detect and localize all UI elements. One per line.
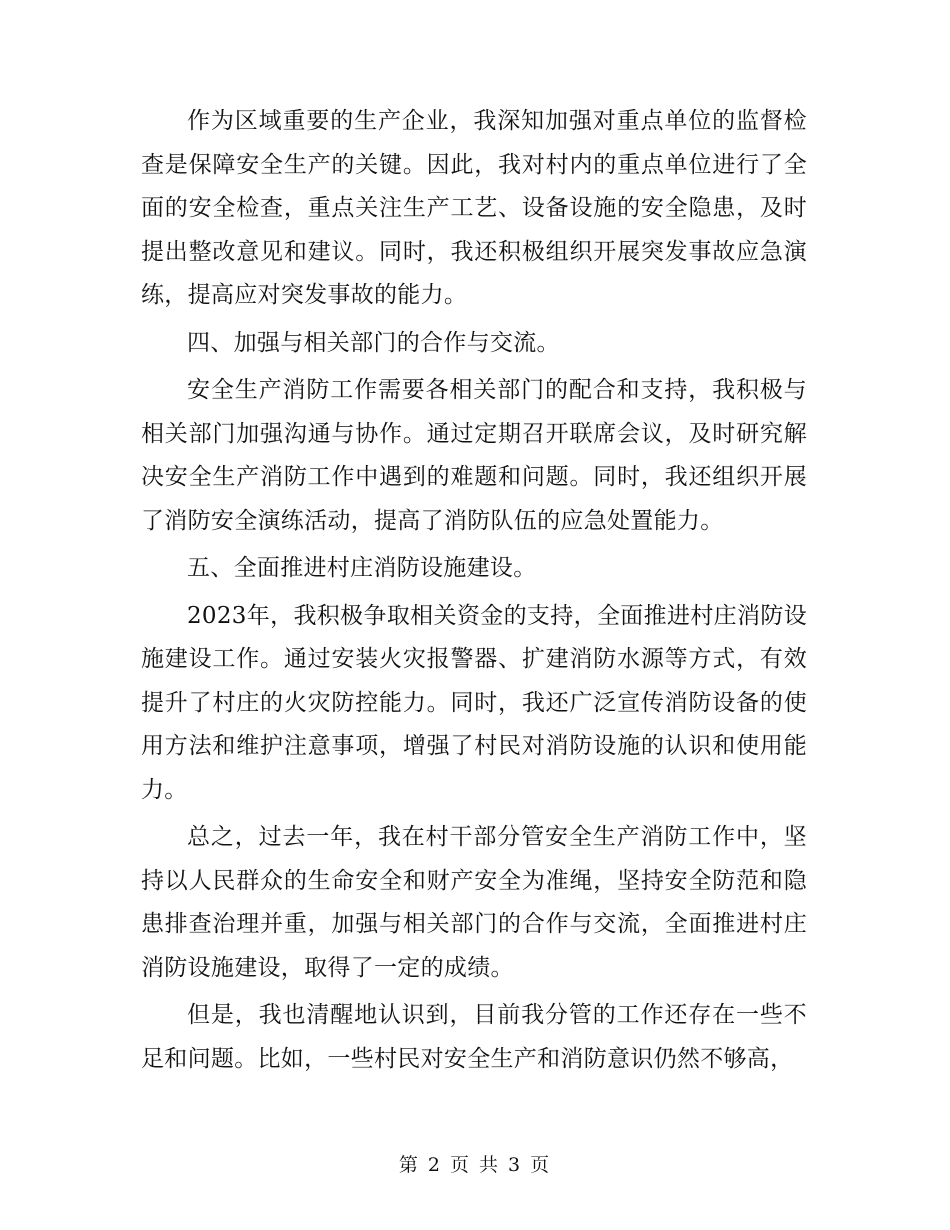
paragraph-cooperation: 安全生产消防工作需要各相关部门的配合和支持，我积极与相关部门加强沟通与协作。通过定期召开联席会议，及时研究解决安全生产消防工作中遇到的难题和问题。同时，我还组织开展了消防安全演练活动，提高了消防队伍的应急处置能力。 bbox=[141, 377, 807, 534]
paragraph-facilities: 2023年，我积极争取相关资金的支持，全面推进村庄消防设施建设工作。通过安装火灾报警器、扩建消防水源等方式，有效提升了村庄的火灾防控能力。同时，我还广泛宣传消防设备的使用方法和维护注意事项，增强了村民对消防设施的认识和使用能力。 bbox=[141, 602, 807, 803]
page-number-footer: 第 2 页 共 3 页 bbox=[398, 1154, 552, 1176]
paragraph-shortcomings: 但是，我也清醒地认识到，目前我分管的工作还存在一些不足和问题。比如，一些村民对安全生产和消防意识仍然不够高， bbox=[141, 1002, 807, 1072]
document-body bbox=[141, 100, 807, 1085]
paragraph-summary: 总之，过去一年，我在村干部分管安全生产消防工作中，坚持以人民群众的生命安全和财产安全为准绳，坚持安全防范和隐患排查治理并重，加强与相关部门的合作与交流，全面推进村庄消防设施建设，取得了一定的成绩。 bbox=[141, 824, 807, 981]
paragraph-supervision: 作为区域重要的生产企业，我深知加强对重点单位的监督检查是保障安全生产的关键。因此，我对村内的重点单位进行了全面的安全检查，重点关注生产工艺、设备设施的安全隐患，及时提出整改意见和建议。同时，我还积极组织开展突发事故应急演练，提高应对突发事故的能力。 bbox=[141, 108, 807, 308]
section-heading-five: 五、全面推进村庄消防设施建设。 bbox=[187, 555, 537, 581]
section-heading-four: 四、加强与相关部门的合作与交流。 bbox=[187, 329, 560, 356]
